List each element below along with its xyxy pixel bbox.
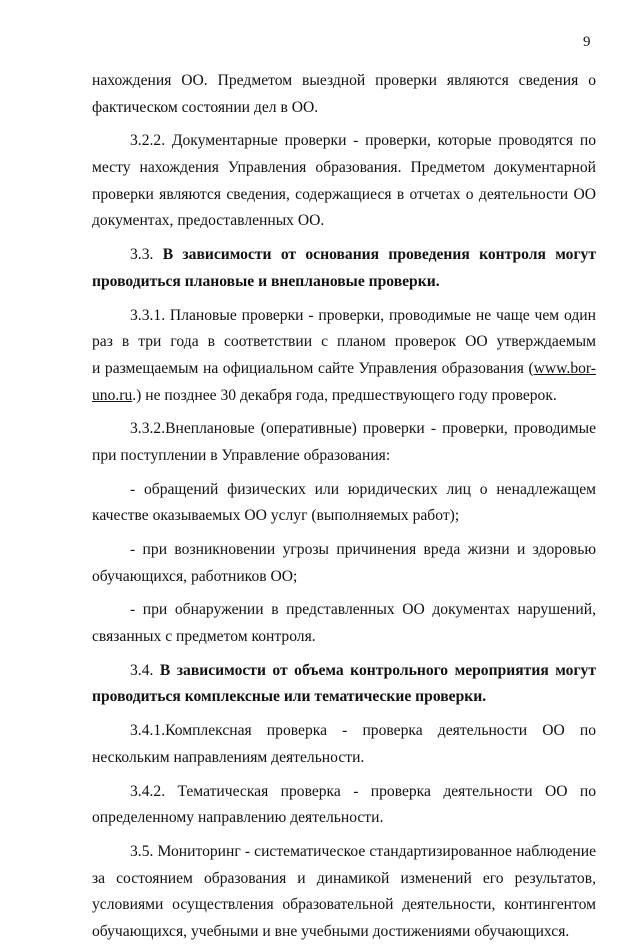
paragraph-site-inspection-subject [92,68,596,121]
paragraph-line: раз в три года в соответствии с планом проверок ОО утверждаемым [92,333,596,351]
paragraph-line: проверки являются сведения, содержащиеся в отчетах о деятельности ОО [92,185,596,203]
paragraph-line: 3.5. Мониторинг - систематическое стандартизированное наблюдение [130,842,596,860]
paragraph-line: - при обнаружении в представленных ОО документах нарушений, [130,601,596,619]
paragraph-line-text: .) не позднее 30 декабря года, предшествующего году проверок. [132,386,557,404]
section-heading-line: проводиться плановые и внеплановые проверки. [92,272,440,290]
website-link[interactable]: www.bor- [533,359,596,377]
paragraph-line: за состоянием образования и динамикой изменений его результатов, [92,869,596,887]
section-3-4-heading [92,658,596,711]
page-number: 9 [583,34,591,50]
section-heading-text: В зависимости от основания проведения контроля могут [162,246,596,264]
list-item-threat [92,537,596,590]
document-body [92,68,596,946]
paragraph-line: при поступлении в Управление образования: [92,446,391,464]
paragraph-line: связанных с предметом контроля. [92,628,316,646]
list-item-violations [92,597,596,650]
section-heading-line [92,242,596,269]
paragraph-line-text: и размещаемым на официальном сайте Управления образования ( [92,359,534,377]
paragraph-line-with-link [92,383,596,410]
paragraph-line: 3.4.1.Комплексная проверка - проверка деятельности ОО по [130,722,596,740]
paragraph-line: месту нахождения Управления образования. Предметом документарной [92,159,596,177]
paragraph-line: - при возникновении угрозы причинения вреда жизни и здоровью [130,541,596,558]
paragraph-line: обучающихся, учебными и вне учебными достижениями обучающихся. [92,922,570,940]
website-link-continued[interactable]: uno.ru [92,386,133,404]
paragraph-line: 3.2.2. Документарные проверки - проверки, которые проводятся по [130,132,596,150]
paragraph-3-2-2 [92,128,596,235]
paragraph-3-5 [92,839,596,946]
paragraph-3-3-1 [92,303,596,410]
paragraph-3-3-2 [92,416,596,469]
paragraph-line: обучающихся, работников ОО; [92,567,298,585]
paragraph-line: определенному направлению деятельности. [92,809,384,827]
section-heading-text: В зависимости от объема контрольного мероприятия могут [159,661,596,679]
section-number: 3.4. [130,661,154,679]
paragraph-line: нахождения ОО. Предметом выездной проверки являются сведения о [92,72,596,89]
paragraph-line: 3.3.2.Внеплановые (оперативные) проверки - проверки, проводимые [130,420,596,438]
paragraph-line: 3.4.2. Тематическая проверка - проверка деятельности ОО по [130,782,596,800]
section-heading-line [92,658,596,685]
paragraph-3-4-1 [92,718,596,771]
list-item-complaints [92,477,596,530]
paragraph-line: документах, предоставленных ОО. [92,212,325,230]
paragraph-line: качестве оказываемых ОО услуг (выполняемых работ); [92,507,460,525]
section-heading-line: проводиться комплексные или тематические проверки. [92,688,487,706]
section-number: 3.3. [130,246,154,264]
paragraph-line: 3.3.1. Плановые проверки - проверки, проводимые не чаще чем один [130,306,596,324]
paragraph-line: условиями осуществления образовательной деятельности, контингентом [92,896,596,914]
paragraph-line: нескольким направлениям деятельности. [92,748,365,766]
paragraph-3-4-2 [92,779,596,832]
paragraph-line: фактическом состоянии дел в ОО. [92,98,319,116]
section-3-3-heading [92,242,596,295]
paragraph-line-with-link [92,356,596,383]
paragraph-line: - обращений физических или юридических лиц о ненадлежащем [130,480,596,498]
